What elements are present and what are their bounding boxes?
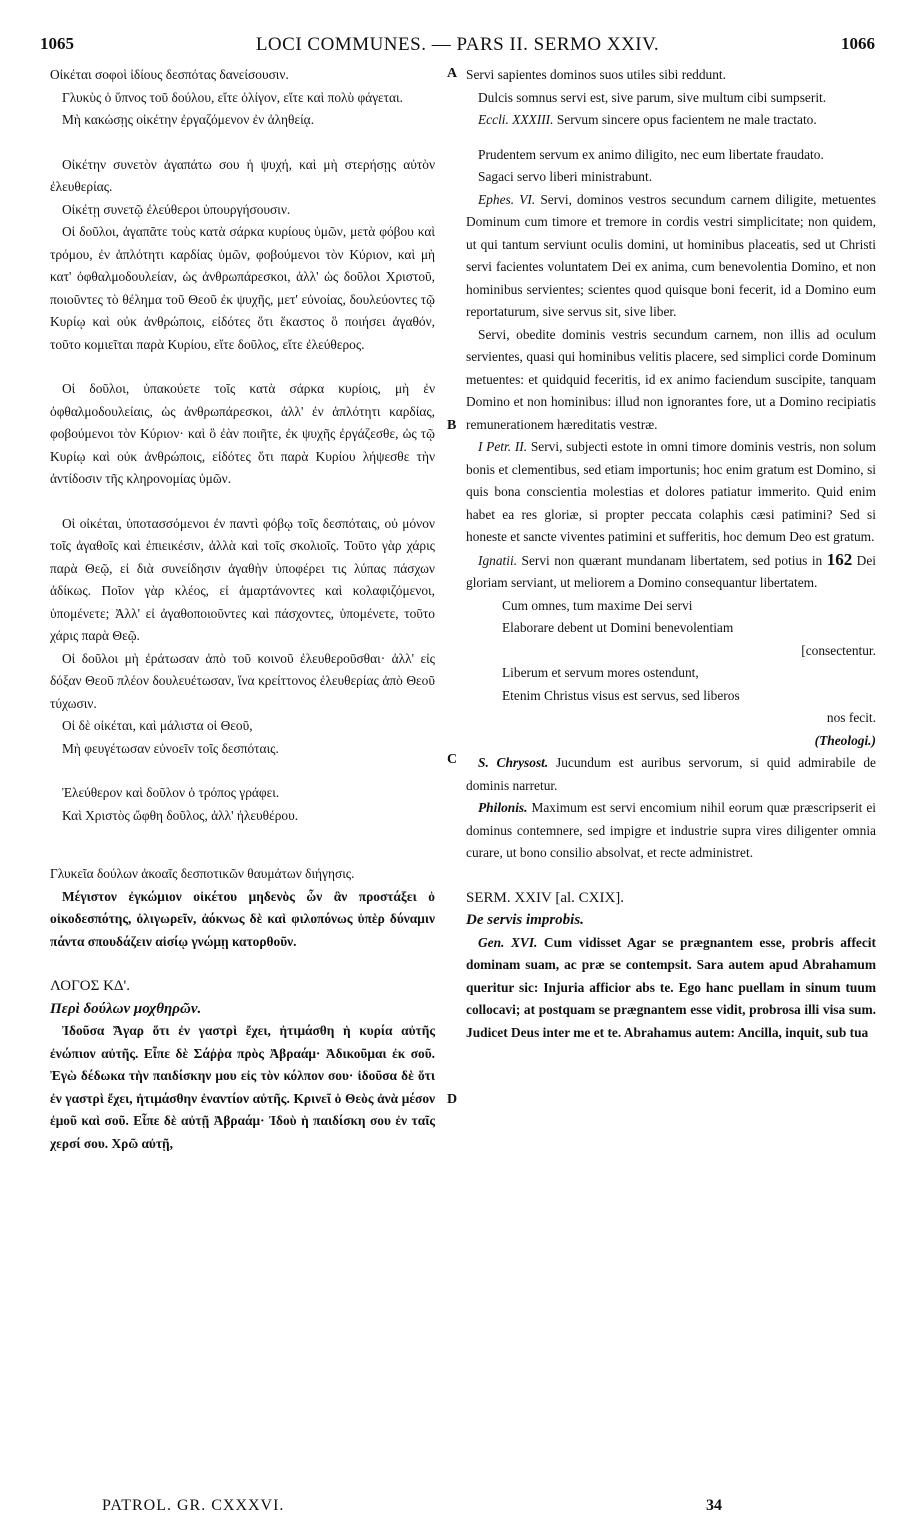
latin-paragraph [466,436,876,549]
latin-paragraph [466,752,876,797]
section-marker-b: B [447,418,457,433]
latin-paragraph: Prudentem servum ex animo diligito, nec eum libertate fraudato. [478,146,824,162]
greek-verse-line: Μὴ φευγέτωσαν εὐνοεῖν τοῖς δεσπόταις. [62,740,279,756]
greek-paragraph: Οἱ δοῦλοι, ὑπακούετε τοῖς κατὰ σάρκα κυρίοις, μὴ ἐν ὀφθαλμοδουλείαις, ὡς ἀνθρωπάρεσκοι, ἀλλ' ἐν ἁπλότητι καρδίας, φοβούμενοι τὸν Κύριον· καὶ ὃ ἐὰν ποιῆτε, ἐκ ψυχῆς ἐργάζεσθε, ὡς τῷ Κυρίῳ καὶ οὐκ ἀνθρώποις, εἰδότες ὅτι παρὰ Κυρίου λήψεσθε τὴν ἀντίδοσιν τῆς κληρονομίας ὑμῶν. [50,381,435,486]
latin-paragraph [466,932,876,1045]
latin-verse-continuation: nos fecit. [826,710,876,725]
latin-column [466,64,876,1044]
latin-paragraph [466,189,876,324]
greek-paragraph: Οἱ δοῦλοι μὴ ἐράτωσαν ἀπὸ τοῦ κοινοῦ ἐλευθεροῦσθαι· ἀλλ' εἰς δόξαν Θεοῦ πλέον δουλευέτωσαν, ἵνα κρείττονος ἐλευθερίας ἀπὸ Θεοῦ τύχωσιν. [50,650,435,711]
left-page-number: 1065 [40,34,74,53]
greek-paragraph: Μὴ κακώσῃς οἰκέτην ἐργαζόμενον ἐν ἀληθείᾳ. [62,112,315,127]
latin-section-subheading: De servis improbis. [466,912,584,928]
page-header [40,34,875,58]
latin-paragraph: Servi sapientes dominos suos utiles sibi reddunt. [466,67,726,82]
latin-text: Jucundum est auribus servorum, si quid admirabile de dominis narretur. [466,755,876,793]
author-reference: S. Chrysost. [478,755,549,770]
greek-paragraph: Οἱ οἰκέται, ὑποτασσόμενοι ἐν παντὶ φόβῳ τοῖς δεσπόταις, οὐ μόνον τοῖς ἀγαθοῖς καὶ ἐπιεικέσιν, ἀλλὰ καὶ τοῖς σκολιοῖς. Τοῦτο γὰρ χάρις παρὰ Θεῷ, εἰ διὰ συνείδησιν ἀγαθὴν ὑποφέρει τις λύπας πάσχων ἀδίκως. Ποῖον γὰρ κλέος, εἰ ἁμαρτάνοντες καὶ κολαφιζόμενοι, ὑπομένετε; Ἀλλ' εἰ ἀγαθοποιοῦντες καὶ πάσχοντες, ὑπομένετε, τοῦτο χάρις παρὰ Θεῷ. [50,515,435,643]
greek-verse-line: Οἱ δὲ οἰκέται, καὶ μάλιστα οἱ Θεοῦ, [62,718,253,733]
latin-text: Servi non quærant mundanam libertatem, sed potius in [521,552,823,568]
latin-text: Cum vidisset Agar se prægnantem esse, probris affecit dominam suam, ac præ se contempsit. Sara autem apud Abrahamum queritur sic: Injuria afficior abs te. Ego hanc puellam in sinum tuum collocavi; at postquam se prægnantem esse vidit, probrosa illi visa sum. Judicet Deus inter me et te. Abrahamus autem: Ancilla, inquit, sub tua [466,934,876,1040]
column-number: 162 [826,549,853,569]
latin-paragraph [466,109,876,132]
greek-paragraph: Οἰκέτῃ συνετῷ ἐλεύθεροι ὑπουργήσουσιν. [62,201,291,217]
latin-text: Servi, subjecti estote in omni timore dominis vestris, non solum bonis et clementibus, sed etiam importunis; hoc enim gratum est Domino, si quis bona conscientia molestias et dolores patiatur immerito. Quid enim habet ea res gloriæ, si propter peccata colaphis cæsi patimini? Sed si honeste et sancte viventes patimini et sufferitis, hoc demum Deo est gratum. [466,439,876,544]
latin-verse-continuation: [consectentur. [801,642,876,658]
greek-verse-line: Ἐλεύθερον καὶ δοῦλον ὁ τρόπος γράφει. [62,785,280,800]
latin-verse-line: Cum omnes, tum maxime Dei servi [502,597,693,613]
latin-text: Servi, dominos vestros secundum carnem diligite, metuentes Dominum cum timore et tremore in cordis vestri simplicitate; non quidem, ut qui tantum serviunt oculis domini, ut hominibus placeatis, sed ut Christi servi facientes voluntatem Dei ex anima, cum benevolentia Domino, et non hominibus servientes; scientes quod quisque boni fecerit, id a Domino eum reportaturum, sive servus sit, sive liber. [466,191,876,319]
latin-text: Maximum est servi encomium nihil eorum quæ præscripserit ei dominus contemnere, sed impigre et industrie supra vires diligenter omnia curare, ut bono consilio absolvat, et recte administret. [466,800,876,860]
latin-verse-line: Elaborare debent ut Domini benevolentiam [502,620,734,635]
latin-verse-line: Etenim Christus visus est servus, sed liberos [502,687,740,703]
right-page-number: 1066 [841,34,875,53]
greek-paragraph: Οἰκέτην συνετὸν ἀγαπάτω σου ἡ ψυχή, καὶ μὴ στερήσῃς αὐτὸν ἐλευθερίας. [50,156,435,194]
latin-paragraph: Dulcis somnus servi est, sive parum, sive multum cibi sumpserit. [478,89,827,105]
greek-paragraph: Γλυκεῖα δούλων ἀκοαῖς δεσποτικῶν θαυμάτων διήγησις. [50,866,355,881]
latin-section-heading: SERM. XXIV [al. CXIX]. [466,889,625,906]
latin-paragraph [466,797,876,865]
running-title: LOCI COMMUNES. — PARS II. SERMO XXIV. [255,34,660,55]
greek-paragraph: Μέγιστον ἐγκώμιον οἰκέτου μηδενὸς ὧν ἂν προστάξει ὁ οἰκοδεσπότης, ὀλιγωρεῖν, ἀόκνως δὲ καὶ φιλοπόνως ὑπὲρ δύναμιν πάντα σπουδάζειν αἰσίῳ γνώμῃ κατορθοῦν. [50,888,435,949]
greek-column [50,64,435,1155]
latin-verse-line: Liberum et servum mores ostendunt, [502,665,699,680]
latin-text: Dei gloriam serviant, ut meliorem a Domino consequantur libertatem. [466,552,876,590]
footer-volume: PATROL. GR. CXXXVI. [102,1497,285,1514]
greek-paragraph: Ἰδοῦσα Ἄγαρ ὅτι ἐν γαστρὶ ἔχει, ἠτιμάσθη ἡ κυρία αὐτῆς ἐνώπιον αὐτῆς. Εἶπε δὲ Σάῤῥα πρὸς Ἀβραάμ· Ἀδικοῦμαι ἐκ σοῦ. Ἐγὼ δέδωκα τὴν παιδίσκην μου εἰς τὸν κόλπον σου· ἰδοῦσα δὲ ὅτι ἐν γαστρὶ ἔχει, ἠτιμάσθην ἐναντίον αὐτῆς. Κρινεῖ ὁ Θεὸς ἀνὰ μέσον ἐμοῦ καὶ σοῦ. Εἶπε δὲ αὐτῇ Ἀβραάμ· Ἰδοὺ ἡ παιδίσκη σου ἐν ταῖς χερσί σου. Χρῶ αὐτῇ, [50,1023,435,1151]
latin-paragraph [466,549,876,595]
scripture-reference: I Petr. II. [478,439,528,454]
author-reference: Philonis. [478,800,528,815]
greek-paragraph: Οἱ δοῦλοι, ἀγαπᾶτε τοὺς κατὰ σάρκα κυρίους ὑμῶν, μετὰ φόβου καὶ τρόμου, ἐν ἁπλότητι καρδίας ὑμῶν, φοβούμενοι τὸν Κύριον, καὶ μὴ κατ' ὀφθαλμοδουλείαν, ὡς ἀνθρωπάρεσκοι, ἀλλ' ὡς δοῦλοι Χριστοῦ, ποιοῦντες τὸ θέλημα τοῦ Θεοῦ ἐκ ψυχῆς, μετ' εὐνοίας, δουλεύοντες τῷ Κυρίῳ καὶ οὐκ ἀνθρώποις, εἰδότες ὅτι ἕκαστος ὃ ποιήσει ἀγαθόν, τοῦτο κομιεῖται παρὰ Κυρίου, εἴτε δοῦλος, εἴτε ἐλεύθερος. [50,224,435,352]
author-reference: Ignatii. [478,552,518,568]
section-marker-d: D [447,1092,458,1107]
scripture-reference: Ephes. VI. [478,191,536,207]
greek-section-heading: ΛΟΓΟΣ ΚΔ'. [50,978,131,994]
greek-paragraph: Οἰκέται σοφοὶ ἰδίους δεσπότας δανείσουσιν. [50,67,289,82]
section-marker-a: A [447,66,458,81]
scripture-reference: Eccli. XXXIII. [478,112,554,127]
latin-text: Servum sincere opus facientem ne male tractato. [556,112,817,127]
greek-section-subheading: Περὶ δούλων μοχθηρῶν. [50,1000,202,1017]
latin-paragraph: Sagaci servo liberi ministrabunt. [478,169,653,184]
greek-verse-line: Καὶ Χριστὸς ὤφθη δοῦλος, ἀλλ' ἠλευθέρου. [62,807,299,823]
footer-signature: 34 [706,1497,722,1514]
latin-paragraph: Servi, obedite dominis vestris secundum carnem, non illis ad oculum servientes, quasi qui hominibus velitis placere, sed simplici corde Dominum metuentes: et quidquid feceritis, id ex animo faciendum suscipite, tanquam Domino et non hominibus: illud non ignorantes fore, ut a Domino recipiatis remunerationem hæreditatis vestræ. [466,326,876,432]
greek-paragraph: Γλυκὺς ὁ ὕπνος τοῦ δούλου, εἴτε ὀλίγον, εἴτε καὶ πολὺ φάγεται. [62,89,403,105]
verse-source: (Theologi.) [814,732,876,748]
section-marker-c: C [447,752,458,767]
scripture-reference: Gen. XVI. [478,934,538,950]
